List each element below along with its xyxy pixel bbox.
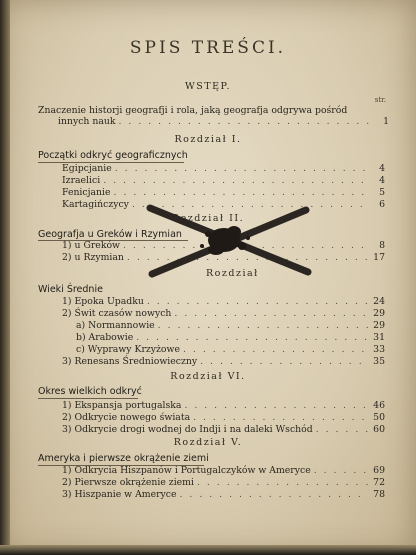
toc-entry: [76, 320, 385, 331]
entry-label: 1) Epoka Upadku: [62, 296, 144, 307]
leader-dots: [119, 116, 372, 127]
entry-page: 17: [373, 252, 385, 263]
leader-dots: [174, 308, 368, 319]
intro-heading: WSTĘP.: [184, 81, 232, 92]
entry-page: 4: [379, 175, 385, 186]
entry-label: 3) Odkrycie drogi wodnej do Indji i na daleki Wschód: [62, 424, 313, 435]
intro-line-1: Znaczenie historji geografji i rola, jaką geografja odgrywa pośród: [38, 105, 348, 116]
toc-entry: [62, 489, 385, 500]
entry-label: 2) Odkrycie nowego świata: [62, 412, 191, 423]
entry-page: 24: [373, 296, 385, 307]
chapter-subheading: Geografja u Greków i Rzymian: [38, 229, 182, 240]
entry-label: 1) Odkrycia Hiszpanów i Portugalczyków w Ameryce: [62, 465, 311, 476]
entry-page: 31: [373, 332, 385, 343]
entry-label: innych nauk: [58, 116, 116, 127]
leader-dots: [136, 332, 368, 343]
toc-entry: [62, 400, 385, 411]
ink-cross-out-mark: [138, 202, 318, 284]
entry-page: 5: [379, 187, 385, 198]
page-title: SPIS TREŚCI.: [129, 38, 287, 58]
entry-label: c) Wyprawy Krzyżowe: [76, 344, 180, 355]
chapter-heading: Rozdział: [206, 268, 259, 279]
intro-entry: [58, 116, 389, 127]
entry-label: a) Normannowie: [76, 320, 155, 331]
entry-page: 50: [373, 412, 385, 423]
entry-label: 2) Pierwsze okrążenie ziemi: [62, 477, 194, 488]
toc-entry: [62, 308, 385, 319]
entry-label: Izraelici: [62, 175, 101, 186]
toc-entry: [62, 163, 385, 174]
entry-page: 35: [373, 356, 385, 367]
entry-page: 29: [373, 320, 385, 331]
entry-page: 78: [373, 489, 385, 500]
entry-page: 60: [373, 424, 385, 435]
entry-label: b) Arabowie: [76, 332, 134, 343]
leader-dots: [158, 320, 368, 331]
leader-dots: [184, 400, 368, 411]
leader-dots: [103, 175, 368, 186]
toc-entry: [62, 356, 385, 367]
entry-label: 2) Świt czasów nowych: [62, 308, 172, 319]
entry-label: 1) u Greków: [62, 240, 121, 251]
toc-entry: [62, 424, 385, 435]
leader-dots: [200, 356, 368, 367]
entry-page: 6: [379, 199, 385, 210]
leader-dots: [183, 344, 368, 355]
toc-entry: [62, 187, 385, 198]
leader-dots: [316, 424, 368, 435]
entry-page: 72: [373, 477, 385, 488]
toc-entry: [76, 332, 385, 343]
chapter-subheading: Początki odkryć geograficznych: [38, 150, 188, 161]
leader-dots: [147, 296, 368, 307]
leader-dots: [197, 477, 368, 488]
entry-label: 2) u Rzymian: [62, 252, 124, 263]
entry-page: 1: [383, 116, 389, 127]
leader-dots: [114, 187, 369, 198]
entry-page: 29: [373, 308, 385, 319]
toc-entry: [62, 465, 385, 476]
leader-dots: [115, 163, 368, 174]
entry-page: 33: [373, 344, 385, 355]
chapter-heading: Rozdział VI.: [170, 371, 246, 382]
subheading-underline: [38, 398, 138, 399]
chapter-subheading: Okres wielkich odkryć: [38, 386, 142, 397]
leader-dots: [193, 412, 368, 423]
entry-label: 3) Renesans Średniowieczny: [62, 356, 198, 367]
entry-page: 8: [379, 240, 385, 251]
toc-entry: [62, 175, 385, 186]
chapter-heading: Rozdział I.: [174, 134, 242, 145]
chapter-heading: Rozdział II.: [171, 213, 245, 224]
leader-dots: [180, 489, 368, 500]
page-shadow-bottom: [0, 545, 416, 555]
chapter-subheading: Wieki Średnie: [38, 284, 103, 295]
leader-dots: [314, 465, 368, 476]
entry-label: 1) Ekspansja portugalska: [62, 400, 182, 411]
toc-entry: [62, 296, 385, 307]
entry-label: Egipcjanie: [62, 163, 112, 174]
chapter-subheading: Ameryka i pierwsze okrążenie ziemi: [38, 453, 209, 464]
entry-label: Kartagińczycy: [62, 199, 129, 210]
entry-page: 4: [379, 163, 385, 174]
toc-entry: [62, 412, 385, 423]
entry-page: 69: [373, 465, 385, 476]
entry-label: Fenicjanie: [62, 187, 111, 198]
entry-label: 3) Hiszpanie w Ameryce: [62, 489, 177, 500]
toc-entry: [76, 344, 385, 355]
entry-page: 46: [373, 400, 385, 411]
page-column-label: str.: [374, 96, 386, 104]
toc-entry: [62, 477, 385, 488]
chapter-heading: Rozdział V.: [173, 437, 243, 448]
